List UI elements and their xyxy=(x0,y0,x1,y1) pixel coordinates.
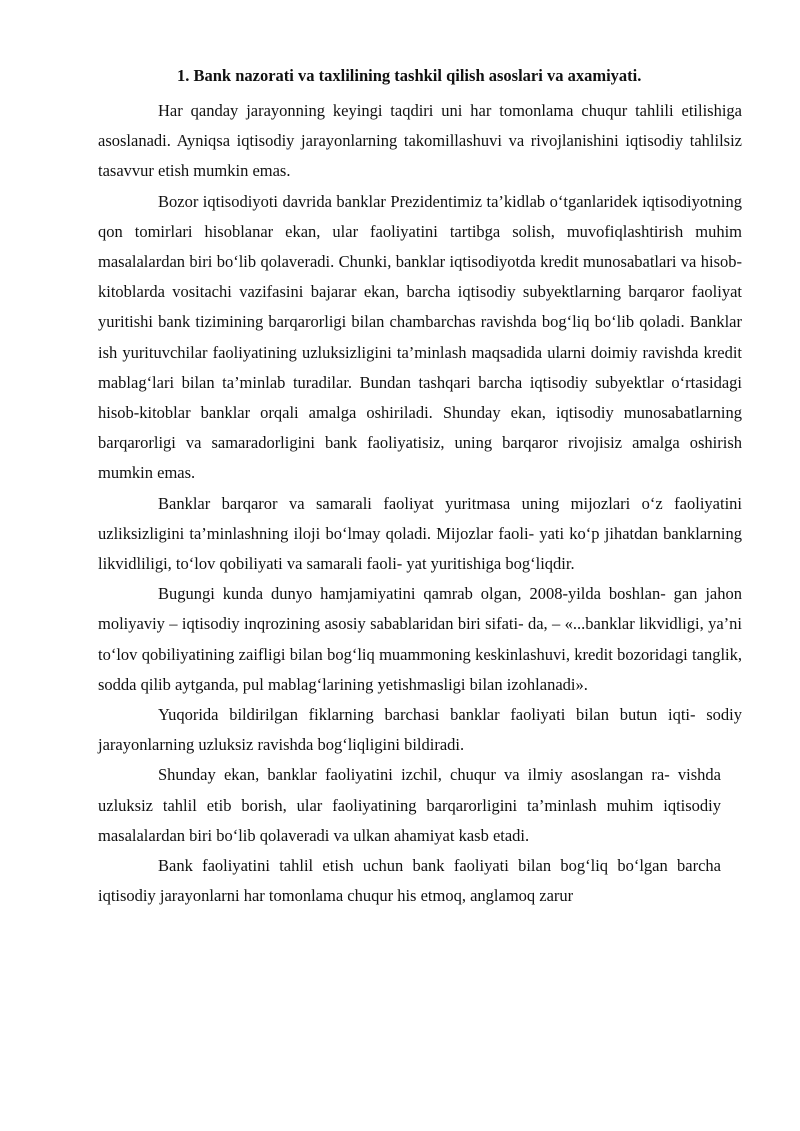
paragraph-3: Banklar barqaror va samarali faoliyat yuritmasa uning mijozlari o‘z faoliyatini uzliksizligini ta’minlashning iloji bo‘lmay qoladi. Mijozlar faoli- yati ko‘p jihatdan banklarning likvidliligi, to‘lov qobiliyati va samarali faoli- yat yuritishiga bog‘liqdir. xyxy=(98,493,742,574)
paragraph-1: Har qanday jarayonning keyingi taqdiri uni har tomonlama chuqur tahlili etilishiga asoslanadi. Ayniqsa iqtisodiy jarayonlarning takomillashuvi va rivojlanishini iqtisodiy tahlilsiz tasavvur etish mumkin emas. xyxy=(98,101,742,181)
paragraph-5: Yuqorida bildirilgan fiklarning barchasi banklar faoliyati bilan butun iqti- sodiy jarayonlarning uzluksiz ravishda bog‘liqligini bildiradi. xyxy=(98,705,742,755)
paragraph-4: Bugungi kunda dunyo hamjamiyatini qamrab olgan, 2008-yilda boshlan- gan jahon moliyaviy – iqtisodiy inqrozining asosiy sabablaridan biri sifati- da, – «...banklar likvidligi, ya’ni to‘lov qobiliyatining zaifligi bilan bog‘liq muammoning keskinlashuvi, kredit bozoridagi tanglik, sodda qilib aytganda, pul mablag‘larining yetishmasligi bilan izohlanadi». xyxy=(98,584,742,694)
paragraph-7: Bank faoliyatini tahlil etish uchun bank faoliyati bilan bog‘liq bo‘lgan barcha iqtisodiy jarayonlarni har tomonlama chuqur his etmoq, anglamoq zarur xyxy=(98,856,721,906)
paragraph-2: Bozor iqtisodiyoti davrida banklar Prezidentimiz ta’kidlab o‘tganlaridek iqtisodiyotning qon tomirlari hisoblanar ekan, ular faoliyatini tartibga solish, muvofiqlashtirish muhim masalalardan biri bo‘lib qolaveradi. Chunki, banklar iqtisodiyotda kredit munosabatlari va hisob-kitoblarda vositachi vazifasini bajarar ekan, barcha iqtisodiy subyektlarning barqaror faoliyat yuritishi bank tizimining barqarorligi bilan chambarchas ravishda bog‘liq bo‘lib qoladi. Banklar ish yurituvchilar faoliyatining uzluksizligini ta’minlash maqsadida ularni doimiy ravishda kredit mablag‘lari bilan ta’minlab turadilar. Bundan tashqari barcha iqtisodiy subyektlar o‘rtasidagi hisob-kitoblar banklar orqali amalga oshiriladi. Shunday ekan, iqtisodiy munosabatlarning barqarorligi va samaradorligini bank faoliyatisiz, uning barqaror rivojisiz amalga oshirish mumkin emas. xyxy=(98,191,742,483)
section-heading: 1. Bank nazorati va taxlilining tashkil qilish asoslari va axamiyati. xyxy=(177,66,642,85)
document-page xyxy=(98,66,742,911)
paragraph-6: Shunday ekan, banklar faoliyatini izchil, chuqur va ilmiy asoslangan ra- vishda uzluksiz tahlil etib borish, ular faoliyatining barqarorligini ta’minlash muhim iqtisodiy masalalardan biri bo‘lib qolaveradi va ulkan ahamiyat kasb etadi. xyxy=(98,765,721,845)
